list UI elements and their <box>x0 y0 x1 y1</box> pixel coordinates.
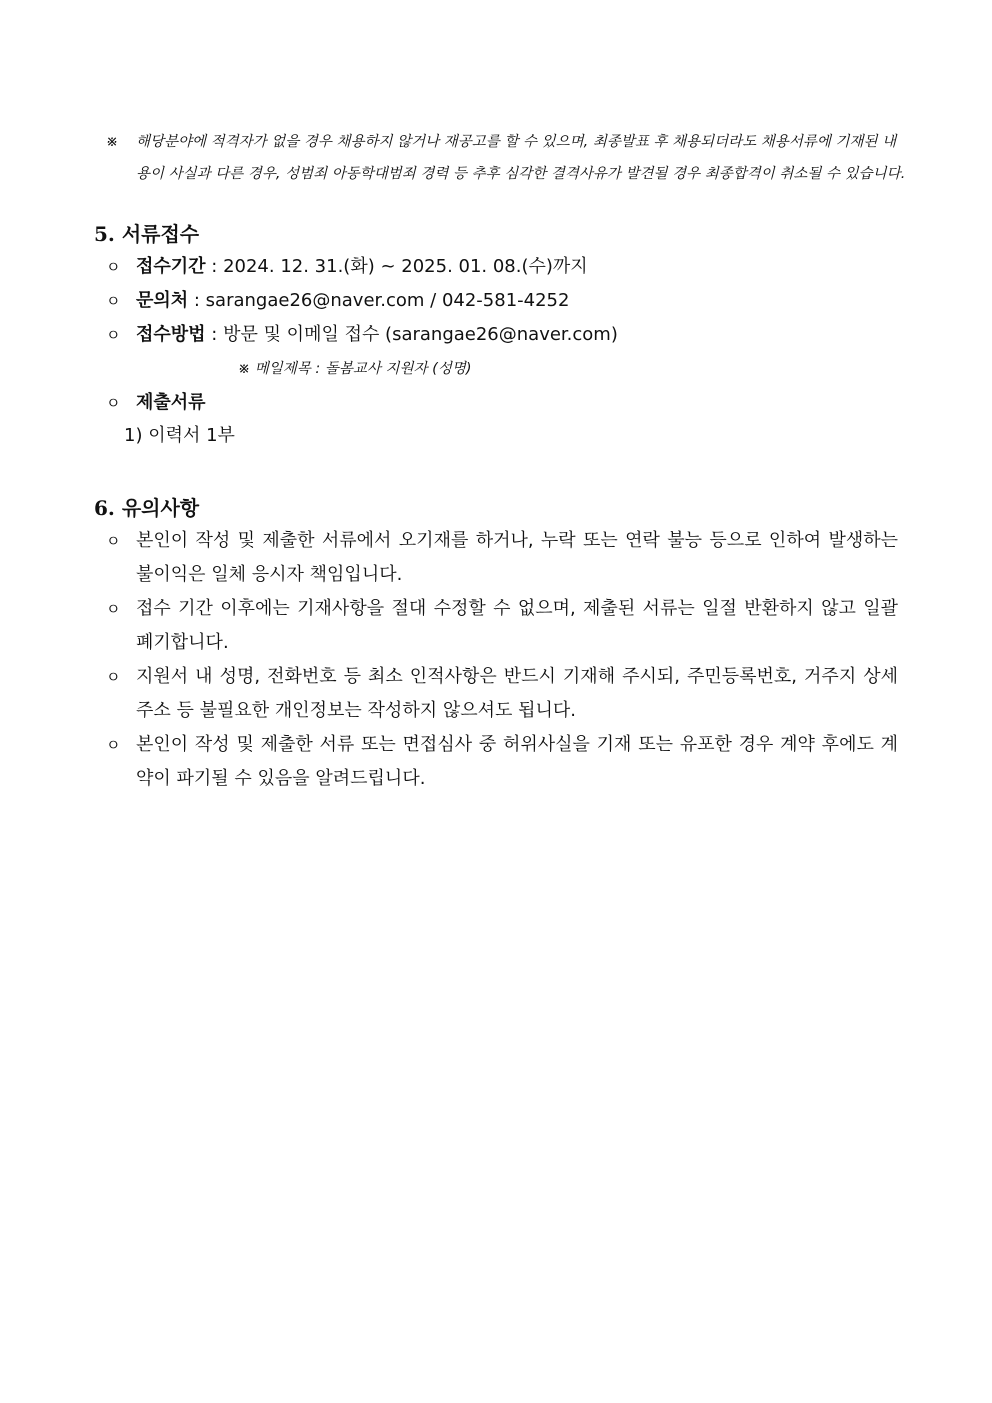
list-item-application-method <box>106 318 898 352</box>
bullet-icon: ㅇ <box>106 736 121 754</box>
document-resume: 1) 이력서 1부 <box>124 425 235 446</box>
item-label: 접수기간 <box>136 256 206 277</box>
item-value: : 방문 및 이메일 접수 (sarangae26@naver.com) <box>205 324 618 345</box>
bullet-icon: ㅇ <box>106 326 121 344</box>
note-text: 해당분야에 적격자가 없을 경우 채용하지 않거나 재공고를 할 수 있으며, 최종발표 후 채용되더라도 채용서류에 기재된 내용이 사실과 다른 경우, 성범죄 아동학대범죄 경력 등 추후 심각한 결격사유가 발견될 경우 최종합격이 취소될 수 있습니다. <box>136 134 906 182</box>
item-text: 본인이 작성 및 제출한 서류 또는 면접심사 중 허위사실을 기재 또는 유포한 경우 계약 후에도 계약이 파기될 수 있음을 알려드립니다. <box>136 734 898 789</box>
list-item-notice-1 <box>106 524 898 592</box>
bullet-icon: ㅇ <box>106 292 121 310</box>
bullet-icon: ㅇ <box>106 394 121 412</box>
section-6-heading: 6. 유의사항 <box>94 496 200 520</box>
list-item-required-documents <box>106 386 898 420</box>
bullet-icon: ㅇ <box>106 532 121 550</box>
bullet-icon: ㅇ <box>106 668 121 686</box>
list-item-notice-4 <box>106 728 898 796</box>
bullet-icon: ㅇ <box>106 258 121 276</box>
item-value: : 2024. 12. 31.(화) ~ 2025. 01. 08.(수)까지 <box>205 256 588 277</box>
item-text: 지원서 내 성명, 전화번호 등 최소 인적사항은 반드시 기재해 주시되, 주민등록번호, 거주지 상세주소 등 불필요한 개인정보는 작성하지 않으셔도 됩니다. <box>136 666 898 721</box>
section-5-heading: 5. 서류접수 <box>94 222 200 246</box>
list-item-application-period <box>106 250 898 284</box>
item-label: 제출서류 <box>136 392 206 413</box>
email-subject-note: ※ 메일제목 : 돌봄교사 지원자 (성명) <box>238 361 472 377</box>
item-value: : sarangae26@naver.com / 042-581-4252 <box>188 290 570 311</box>
item-text: 본인이 작성 및 제출한 서류에서 오기재를 하거나, 누락 또는 연락 불능 등으로 인하여 발생하는 불이익은 일체 응시자 책임입니다. <box>136 530 898 585</box>
item-label: 문의처 <box>136 290 189 311</box>
list-item-contact <box>106 284 898 318</box>
item-text: 접수 기간 이후에는 기재사항을 절대 수정할 수 없으며, 제출된 서류는 일절 반환하지 않고 일괄 폐기합니다. <box>136 598 898 653</box>
note-mark: ※ <box>106 134 119 150</box>
list-item-notice-3 <box>106 660 898 728</box>
item-label: 접수방법 <box>136 324 206 345</box>
bullet-icon: ㅇ <box>106 600 121 618</box>
disqualification-note <box>106 126 906 190</box>
list-item-notice-2 <box>106 592 898 660</box>
